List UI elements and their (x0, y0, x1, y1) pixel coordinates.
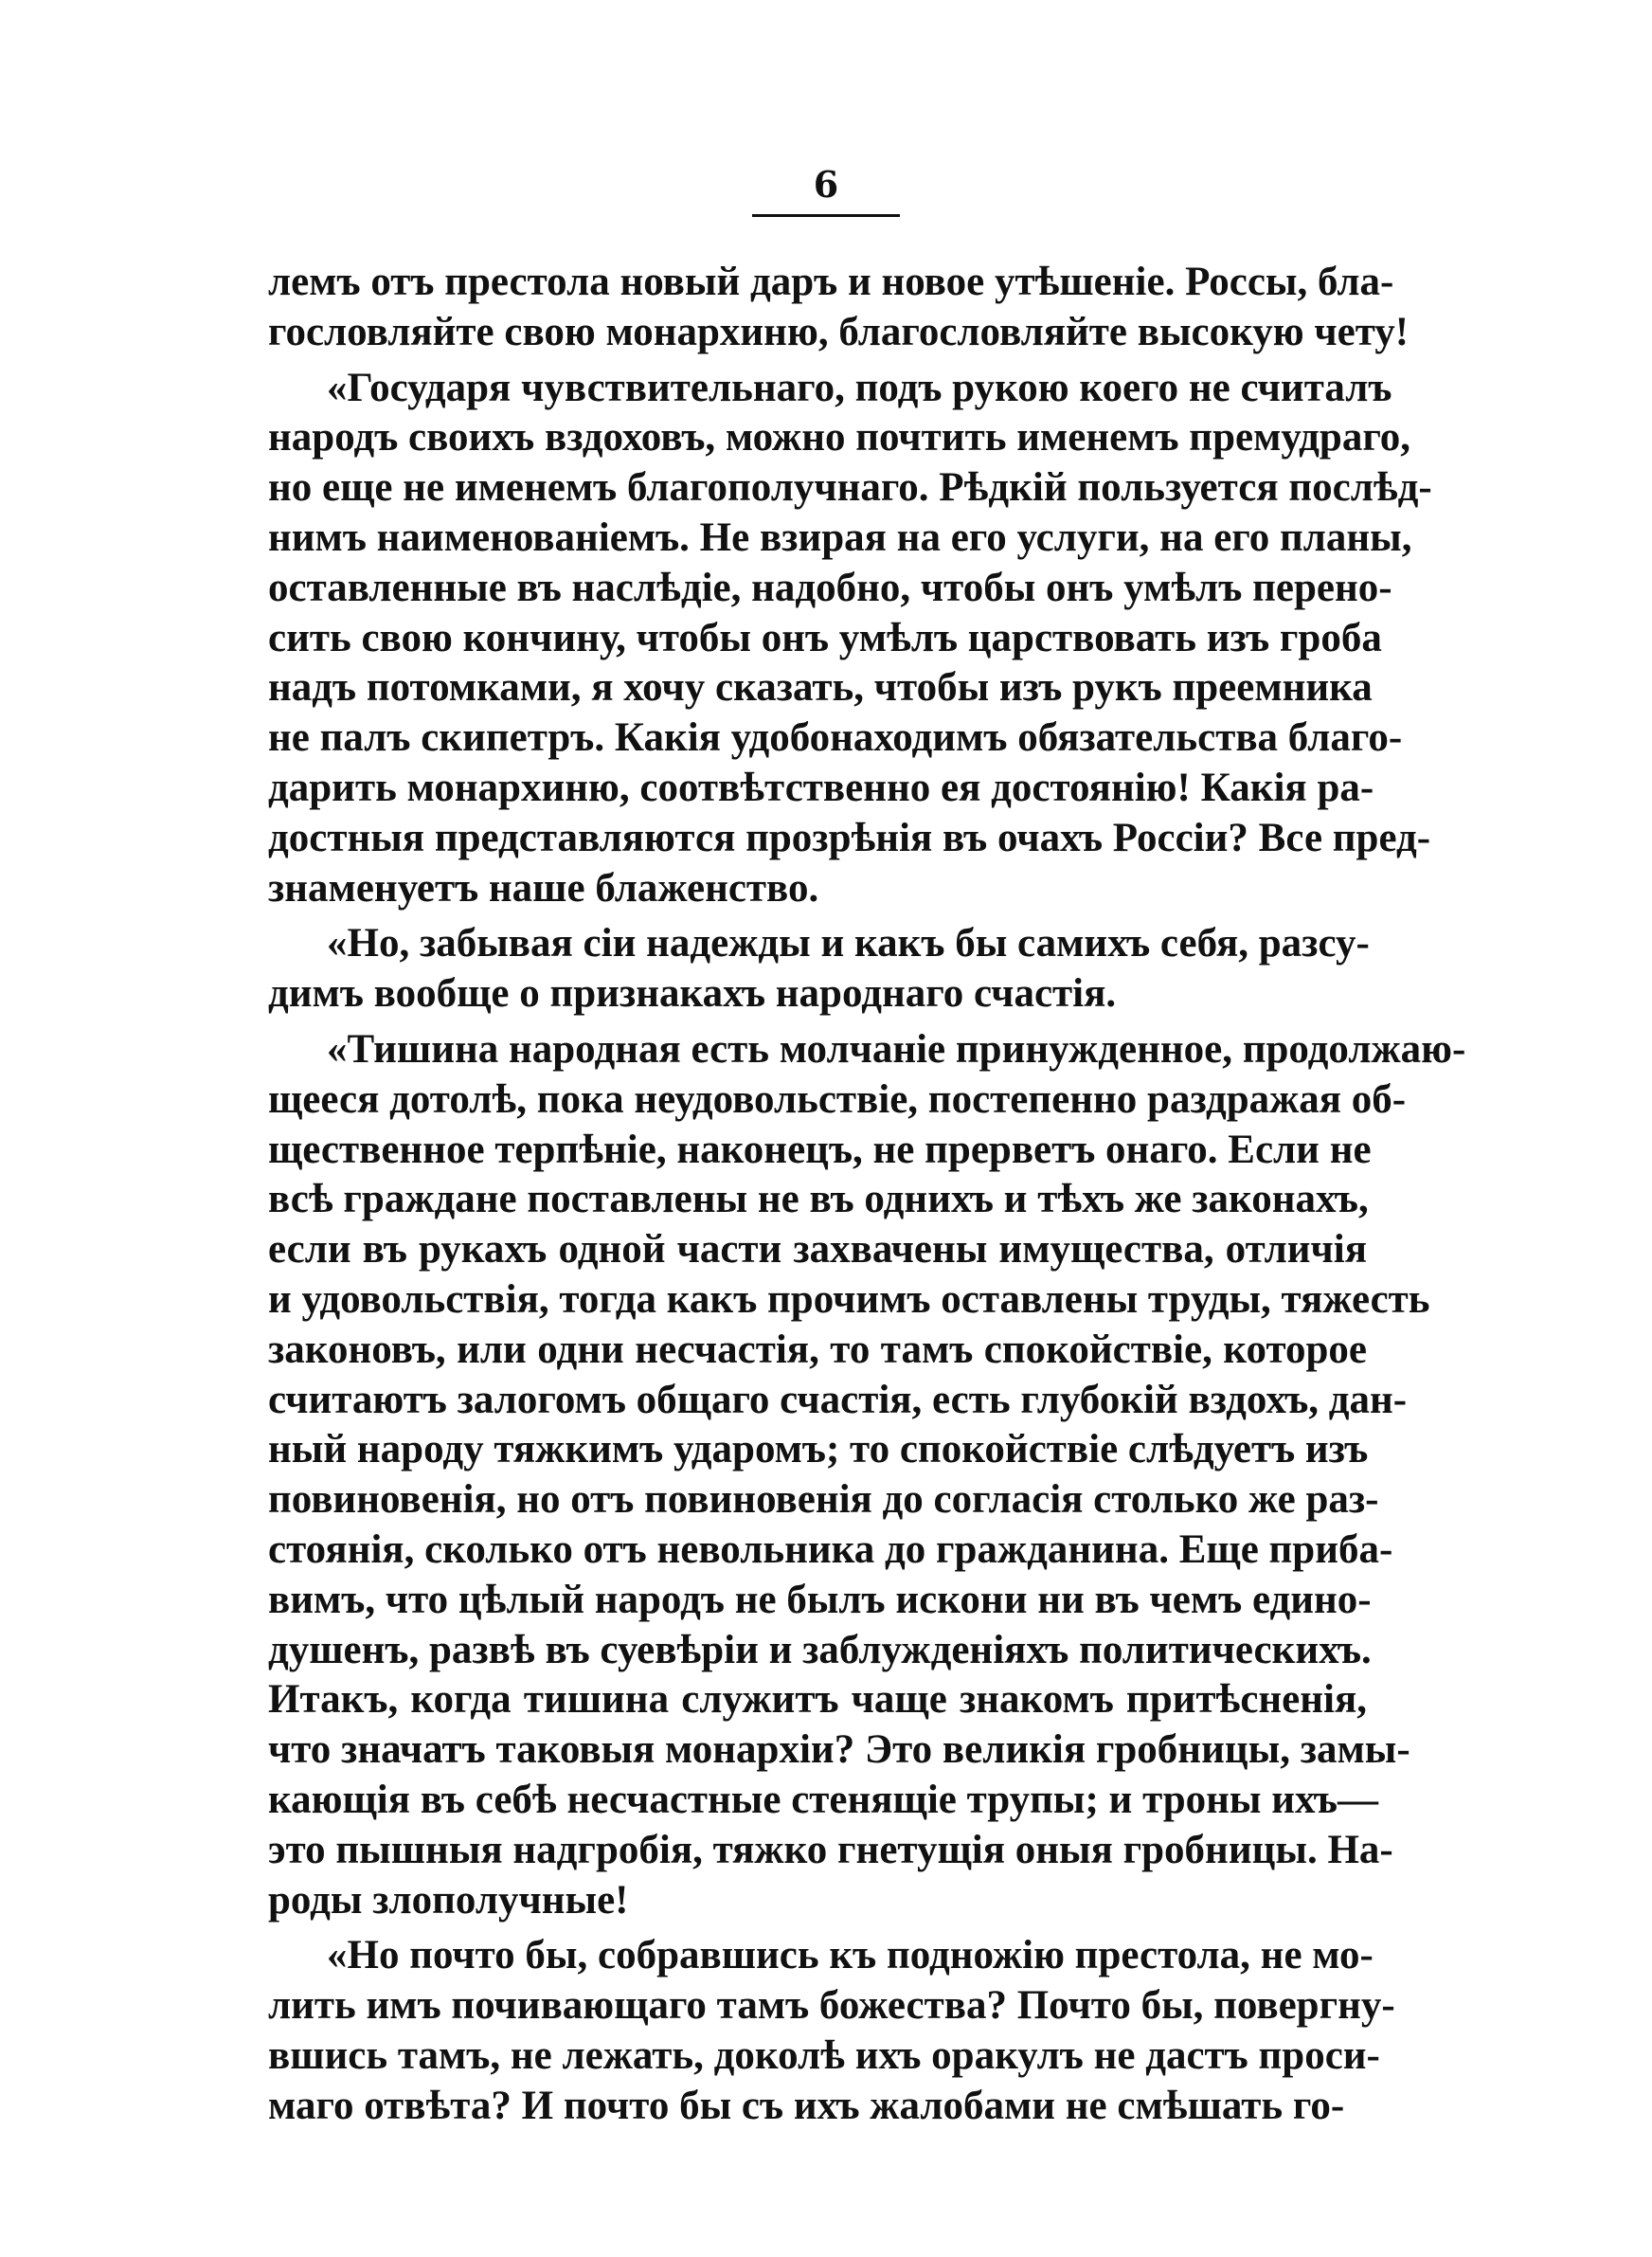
text-line: надъ потомками, я хочу сказать, чтобы изъ рукъ преемника (268, 665, 1373, 711)
paragraph (268, 919, 1370, 1020)
text-line: роды злополучные! (268, 1877, 629, 1923)
text-line: щественное терпѣніе, наконецъ, не прерветъ онаго. Если не (268, 1127, 1372, 1172)
text-line: это пышныя надгробія, тяжко гнетущія оныя гробницы. На- (268, 1827, 1393, 1872)
text-line: достныя представляются прозрѣнія въ очахъ Россіи? Все пред- (268, 815, 1431, 860)
text-line: если въ рукахъ одной части захвачены имущества, отличія (268, 1227, 1367, 1273)
text-line: щееся дотолѣ, пока неудовольствіе, постепенно раздражая об- (268, 1076, 1407, 1122)
text-line: народъ своихъ вздоховъ, можно почтить именемъ премудраго, (268, 415, 1411, 460)
paragraph (268, 1931, 1395, 2131)
text-line: димъ вообще о признакахъ народнаго счастія. (268, 971, 1117, 1017)
text-line: ный народу тяжкимъ ударомъ; то спокойствіе слѣдуетъ изъ (268, 1427, 1369, 1472)
text-line: считаютъ залогомъ общаго счастія, есть глубокій вздохъ, дан- (268, 1377, 1408, 1422)
text-line: дарить монархиню, соотвѣтственно ея достоянію! Какія ра- (268, 765, 1374, 810)
text-line: и удовольствія, тогда какъ прочимъ оставлены труды, тяжесть (268, 1276, 1430, 1322)
text-line: не палъ скипетръ. Какія удобонаходимъ обязательства благо- (268, 715, 1403, 761)
text-line: лемъ отъ престола новый даръ и новое утѣшеніе. Россы, бла- (268, 260, 1394, 304)
text-body (268, 258, 1466, 2137)
text-line: лить имъ почивающаго тамъ божества? Почто бы, повергну- (268, 1983, 1395, 2029)
page-number-rule (752, 214, 900, 217)
text-line: «Но, забывая сіи надежды и какъ бы самихъ себя, разсу- (327, 921, 1370, 966)
text-line: законовъ, или одни несчастія, то тамъ спокойствіе, которое (268, 1327, 1367, 1372)
text-line: «Тишина народная есть молчаніе принужденное, продолжаю- (327, 1026, 1466, 1072)
text-line: сить свою кончину, чтобы онъ умѣлъ царствовать изъ гроба (268, 615, 1382, 660)
page-number: 6 (813, 163, 839, 206)
text-line: но еще не именемъ благополучнаго. Рѣдкій пользуется послѣд- (268, 465, 1432, 511)
text-line: душенъ, развѣ въ суевѣріи и заблужденіяхъ политическихъ. (268, 1627, 1372, 1672)
text-line: гословляйте свою монархиню, благословляйте высокую чету! (268, 309, 1410, 354)
text-line: стоянія, сколько отъ невольника до гражданина. Еще приба- (268, 1526, 1393, 1572)
text-line: вшись тамъ, не лежать, доколѣ ихъ оракулъ не дастъ проси- (268, 2032, 1380, 2078)
text-line: повиновенія, но отъ повиновенія до согласія столько же раз- (268, 1477, 1379, 1523)
paragraph (268, 1025, 1466, 1925)
text-line: «Но почто бы, собравшись къ подножію престола, не мо- (327, 1933, 1374, 1978)
text-line: знаменуетъ наше блаженство. (268, 865, 819, 911)
text-line: нимъ наименованіемъ. Не взирая на его услуги, на его планы, (268, 515, 1412, 560)
text-line: оставленные въ наслѣдіе, надобно, чтобы онъ умѣлъ перено- (268, 565, 1392, 610)
text-line: что значатъ таковыя монархіи? Это великія гробницы, замы- (268, 1727, 1410, 1773)
text-line: всѣ граждане поставлены не въ однихъ и тѣхъ же законахъ, (268, 1177, 1369, 1222)
text-line: «Государя чувствительнаго, подъ рукою коего не считалъ (327, 365, 1392, 410)
paragraph (268, 364, 1432, 914)
paragraph (268, 258, 1410, 358)
text-line: кающія въ себѣ несчастные стенящіе трупы; и троны ихъ— (268, 1777, 1378, 1822)
text-line: Итакъ, когда тишина служитъ чаще знакомъ притѣсненія, (268, 1677, 1367, 1723)
text-line: маго отвѣта? И почто бы съ ихъ жалобами не смѣшать го- (268, 2083, 1345, 2128)
text-line: вимъ, что цѣлый народъ не былъ искони ни въ чемъ едино- (268, 1577, 1372, 1622)
